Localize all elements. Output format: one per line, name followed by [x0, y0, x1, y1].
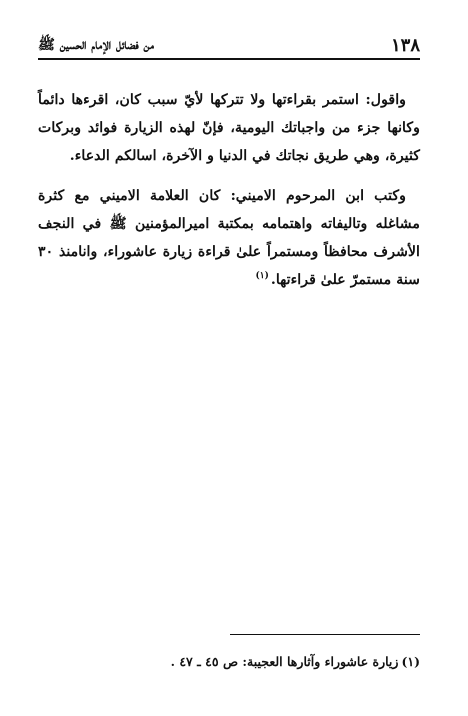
running-header: [38, 30, 420, 56]
book-title: من فضائل الإمام الحسين ﷺ: [38, 37, 154, 53]
paragraph-text: وكتب ابن المرحوم الاميني: كان العلامة الاميني مع كثرة مشاغله وتاليفاته واهتمامه بمكتبة اميرالمؤمنين ﷺ في النجف الأشرف محافظاً ومستمراً علىٰ قراءة زيارة عاشوراء، وانامنذ ٣٠ سنة مستمرّ علىٰ قراءتها.: [38, 188, 420, 288]
header-divider: [38, 58, 420, 60]
paragraph-text: واقول: استمر بقراءتها ولا تتركها لأيّ سبب كان، اقرءها دائماً وكانها جزء من واجباتك اليومية، فإنّ لهذه الزيارة فوائد وبركات كثيرة، وهي طريق نجاتك في الدنيا و الآخرة، اسالكم الدعاء.: [38, 92, 420, 164]
page-number: ١٣٨: [390, 35, 420, 56]
footnote-text: زيارة عاشوراء وآثارها العجيبة: ص ٤٥ ـ ٤٧ .: [170, 654, 399, 669]
body-text: [38, 86, 420, 294]
footnote: [38, 652, 420, 672]
paragraph: [38, 182, 420, 294]
footnote-marker: (١): [401, 654, 420, 669]
footnote-divider: [230, 634, 420, 635]
footnote-reference[interactable]: (١): [255, 271, 269, 282]
paragraph: [38, 86, 420, 170]
